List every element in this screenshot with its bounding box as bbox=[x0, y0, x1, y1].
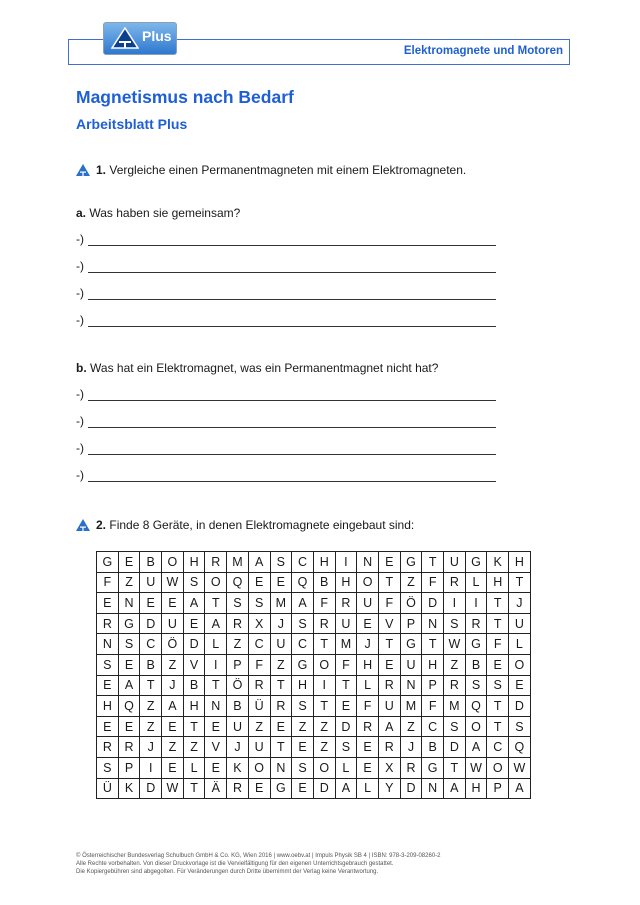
wordsearch-cell[interactable]: C bbox=[292, 634, 314, 655]
wordsearch-cell[interactable]: H bbox=[509, 552, 531, 573]
wordsearch-cell[interactable]: E bbox=[118, 654, 140, 675]
wordsearch-grid bbox=[96, 551, 531, 799]
wordsearch-cell[interactable]: T bbox=[205, 593, 227, 614]
triangle-logo-icon bbox=[111, 27, 139, 49]
wordsearch-cell[interactable]: Z bbox=[270, 654, 292, 675]
wordsearch-cell[interactable]: T bbox=[313, 696, 335, 717]
wordsearch-cell[interactable]: R bbox=[313, 613, 335, 634]
wordsearch-row bbox=[97, 654, 531, 675]
wordsearch-cell[interactable]: U bbox=[248, 737, 270, 758]
wordsearch-cell[interactable]: S bbox=[487, 675, 509, 696]
task-1-number: 1. bbox=[96, 163, 107, 177]
wordsearch-cell[interactable]: R bbox=[205, 552, 227, 573]
wordsearch-cell[interactable]: E bbox=[378, 552, 400, 573]
wordsearch-cell[interactable]: O bbox=[248, 757, 270, 778]
wordsearch-cell[interactable]: Ü bbox=[97, 778, 119, 799]
wordsearch-cell[interactable]: I bbox=[465, 593, 487, 614]
wordsearch-cell[interactable]: S bbox=[227, 593, 249, 614]
wordsearch-row bbox=[97, 696, 531, 717]
question-a-label: a. bbox=[76, 206, 87, 220]
wordsearch-cell[interactable]: V bbox=[378, 613, 400, 634]
wordsearch-cell[interactable]: S bbox=[97, 757, 119, 778]
wordsearch-cell[interactable]: S bbox=[248, 593, 270, 614]
wordsearch-cell[interactable]: D bbox=[140, 778, 162, 799]
wordsearch-cell[interactable]: S bbox=[335, 737, 357, 758]
wordsearch-cell[interactable]: G bbox=[465, 552, 487, 573]
wordsearch-cell[interactable]: E bbox=[248, 572, 270, 593]
wordsearch-cell[interactable]: E bbox=[335, 696, 357, 717]
wordsearch-cell[interactable]: I bbox=[140, 757, 162, 778]
wordsearch-cell[interactable]: E bbox=[162, 716, 184, 737]
wordsearch-cell[interactable]: R bbox=[227, 613, 249, 634]
header-title: Elektromagnete und Motoren bbox=[403, 45, 563, 57]
wordsearch-cell[interactable]: G bbox=[97, 552, 119, 573]
wordsearch-cell[interactable]: L bbox=[357, 675, 379, 696]
wordsearch-cell[interactable]: O bbox=[162, 552, 184, 573]
wordsearch-cell[interactable]: T bbox=[509, 572, 531, 593]
wordsearch-cell[interactable]: K bbox=[487, 552, 509, 573]
wordsearch-cell[interactable]: S bbox=[292, 613, 314, 634]
wordsearch-cell[interactable]: Z bbox=[444, 654, 466, 675]
wordsearch-cell[interactable]: I bbox=[205, 654, 227, 675]
wordsearch-cell[interactable]: T bbox=[487, 716, 509, 737]
wordsearch-cell[interactable]: Y bbox=[378, 778, 400, 799]
wordsearch-cell[interactable]: C bbox=[140, 634, 162, 655]
question-a-text: Was haben sie gemeinsam? bbox=[89, 206, 241, 220]
wordsearch-cell[interactable]: A bbox=[378, 716, 400, 737]
wordsearch-cell[interactable]: T bbox=[183, 716, 205, 737]
wordsearch-cell[interactable]: U bbox=[509, 613, 531, 634]
wordsearch-cell[interactable]: C bbox=[487, 737, 509, 758]
answer-line-b1[interactable] bbox=[76, 387, 496, 403]
task-1-text: Vergleiche einen Permanentmagneten mit einem Elektromagneten. bbox=[109, 163, 467, 177]
wordsearch-cell[interactable]: Z bbox=[227, 634, 249, 655]
answer-bullet: -) bbox=[76, 414, 84, 428]
wordsearch-cell[interactable]: A bbox=[205, 613, 227, 634]
wordsearch-cell[interactable]: B bbox=[140, 552, 162, 573]
wordsearch-cell[interactable]: F bbox=[378, 593, 400, 614]
wordsearch-cell[interactable]: N bbox=[97, 634, 119, 655]
triangle-icon bbox=[76, 164, 90, 176]
wordsearch-cell[interactable]: D bbox=[313, 778, 335, 799]
wordsearch-cell[interactable]: G bbox=[422, 757, 444, 778]
wordsearch-cell[interactable]: F bbox=[487, 634, 509, 655]
wordsearch-cell[interactable]: C bbox=[248, 634, 270, 655]
wordsearch-cell[interactable]: E bbox=[118, 552, 140, 573]
wordsearch-cell[interactable]: R bbox=[248, 675, 270, 696]
answer-line-b3[interactable] bbox=[76, 441, 496, 457]
wordsearch-cell[interactable]: Q bbox=[118, 696, 140, 717]
wordsearch-cell[interactable]: A bbox=[162, 696, 184, 717]
wordsearch-cell[interactable]: Z bbox=[140, 696, 162, 717]
wordsearch-cell[interactable]: F bbox=[97, 572, 119, 593]
wordsearch-cell[interactable]: S bbox=[292, 696, 314, 717]
wordsearch-cell[interactable]: X bbox=[378, 757, 400, 778]
wordsearch-cell[interactable]: Q bbox=[465, 696, 487, 717]
wordsearch-cell[interactable]: O bbox=[313, 654, 335, 675]
wordsearch-cell[interactable]: N bbox=[118, 593, 140, 614]
wordsearch-cell[interactable]: E bbox=[357, 757, 379, 778]
wordsearch-cell[interactable]: D bbox=[400, 778, 422, 799]
wordsearch-cell[interactable]: W bbox=[162, 778, 184, 799]
wordsearch-cell[interactable]: U bbox=[357, 593, 379, 614]
wordsearch-cell[interactable]: E bbox=[205, 757, 227, 778]
wordsearch-cell[interactable]: N bbox=[422, 613, 444, 634]
wordsearch-cell[interactable]: O bbox=[487, 757, 509, 778]
wordsearch-cell[interactable]: J bbox=[227, 737, 249, 758]
wordsearch-cell[interactable]: H bbox=[183, 696, 205, 717]
wordsearch-cell[interactable]: Z bbox=[118, 572, 140, 593]
wordsearch-cell[interactable]: S bbox=[118, 634, 140, 655]
wordsearch-cell[interactable]: P bbox=[227, 654, 249, 675]
answer-line-a2[interactable] bbox=[76, 259, 496, 275]
wordsearch-cell[interactable]: E bbox=[162, 757, 184, 778]
footer bbox=[76, 852, 441, 876]
wordsearch-cell[interactable]: M bbox=[227, 552, 249, 573]
wordsearch-cell[interactable]: T bbox=[444, 757, 466, 778]
wordsearch-cell[interactable]: N bbox=[422, 778, 444, 799]
wordsearch-cell[interactable]: E bbox=[97, 716, 119, 737]
wordsearch-cell[interactable]: T bbox=[378, 572, 400, 593]
wordsearch-cell[interactable]: X bbox=[248, 613, 270, 634]
wordsearch-cell[interactable]: U bbox=[378, 696, 400, 717]
wordsearch-cell[interactable]: M bbox=[335, 634, 357, 655]
wordsearch-cell[interactable]: W bbox=[465, 757, 487, 778]
wordsearch-cell[interactable]: L bbox=[509, 634, 531, 655]
wordsearch-cell[interactable]: P bbox=[400, 613, 422, 634]
wordsearch-cell[interactable]: L bbox=[465, 572, 487, 593]
wordsearch-cell[interactable]: A bbox=[335, 778, 357, 799]
wordsearch-row bbox=[97, 613, 531, 634]
wordsearch-cell[interactable]: L bbox=[335, 757, 357, 778]
wordsearch-cell[interactable]: Z bbox=[248, 716, 270, 737]
wordsearch-cell[interactable]: L bbox=[205, 634, 227, 655]
wordsearch-cell[interactable]: T bbox=[422, 634, 444, 655]
wordsearch-cell[interactable]: S bbox=[270, 552, 292, 573]
wordsearch-cell[interactable]: E bbox=[183, 613, 205, 634]
logo-text: Plus bbox=[142, 28, 172, 44]
wordsearch-cell[interactable]: A bbox=[183, 593, 205, 614]
wordsearch-cell[interactable]: Z bbox=[400, 572, 422, 593]
wordsearch-cell[interactable]: B bbox=[140, 654, 162, 675]
wordsearch-cell[interactable]: N bbox=[400, 675, 422, 696]
wordsearch-cell[interactable]: R bbox=[335, 593, 357, 614]
wordsearch-cell[interactable]: B bbox=[313, 572, 335, 593]
page-subtitle: Arbeitsblatt Plus bbox=[76, 116, 188, 132]
answer-line-b2[interactable] bbox=[76, 414, 496, 430]
wordsearch-cell[interactable]: L bbox=[357, 778, 379, 799]
wordsearch-cell[interactable]: E bbox=[248, 778, 270, 799]
wordsearch-cell[interactable]: E bbox=[487, 654, 509, 675]
wordsearch-cell[interactable]: G bbox=[400, 552, 422, 573]
wordsearch-cell[interactable]: Z bbox=[292, 716, 314, 737]
question-b-label: b. bbox=[76, 361, 87, 375]
wordsearch-cell[interactable]: H bbox=[487, 572, 509, 593]
wordsearch-cell[interactable]: U bbox=[270, 634, 292, 655]
wordsearch-cell[interactable]: Ö bbox=[227, 675, 249, 696]
wordsearch-cell[interactable]: R bbox=[270, 696, 292, 717]
wordsearch-cell[interactable]: O bbox=[465, 716, 487, 737]
wordsearch-cell[interactable]: Z bbox=[400, 716, 422, 737]
wordsearch-cell[interactable]: P bbox=[422, 675, 444, 696]
wordsearch-cell[interactable]: H bbox=[292, 675, 314, 696]
wordsearch-cell[interactable]: S bbox=[292, 757, 314, 778]
wordsearch-cell[interactable]: T bbox=[313, 634, 335, 655]
wordsearch-cell[interactable]: Ä bbox=[205, 778, 227, 799]
wordsearch-cell[interactable]: U bbox=[335, 613, 357, 634]
wordsearch-cell[interactable]: T bbox=[270, 737, 292, 758]
wordsearch-row bbox=[97, 757, 531, 778]
wordsearch-cell[interactable]: D bbox=[335, 716, 357, 737]
wordsearch-cell[interactable]: Ö bbox=[400, 593, 422, 614]
wordsearch-cell[interactable]: T bbox=[205, 675, 227, 696]
wordsearch-cell[interactable]: K bbox=[227, 757, 249, 778]
answer-bullet: -) bbox=[76, 232, 84, 246]
wordsearch-cell[interactable]: C bbox=[292, 552, 314, 573]
wordsearch-cell[interactable]: Q bbox=[292, 572, 314, 593]
plus-logo bbox=[103, 22, 177, 55]
wordsearch-cell[interactable]: W bbox=[509, 757, 531, 778]
wordsearch-row bbox=[97, 634, 531, 655]
wordsearch-cell[interactable]: Q bbox=[227, 572, 249, 593]
footer-line-2: Alle Rechte vorbehalten. Von dieser Druckvorlage ist die Vervielfältigung für den eigenen Unterrichtsgebrauch gestattet. bbox=[76, 861, 394, 867]
task-1 bbox=[76, 163, 466, 177]
wordsearch-cell[interactable]: R bbox=[227, 778, 249, 799]
wordsearch-cell[interactable]: Z bbox=[162, 654, 184, 675]
wordsearch-cell[interactable]: F bbox=[422, 696, 444, 717]
wordsearch-cell[interactable]: U bbox=[140, 572, 162, 593]
wordsearch-cell[interactable]: F bbox=[357, 696, 379, 717]
wordsearch-cell[interactable]: H bbox=[422, 654, 444, 675]
wordsearch-cell[interactable]: S bbox=[444, 613, 466, 634]
wordsearch-cell[interactable]: K bbox=[118, 778, 140, 799]
wordsearch-cell[interactable]: E bbox=[140, 593, 162, 614]
wordsearch-cell[interactable]: R bbox=[97, 613, 119, 634]
wordsearch-cell[interactable]: R bbox=[444, 572, 466, 593]
wordsearch-cell[interactable]: I bbox=[313, 675, 335, 696]
wordsearch-cell[interactable]: T bbox=[487, 696, 509, 717]
wordsearch-cell[interactable]: N bbox=[270, 757, 292, 778]
wordsearch-cell[interactable]: T bbox=[183, 778, 205, 799]
triangle-icon bbox=[76, 519, 90, 531]
wordsearch-cell[interactable]: R bbox=[118, 737, 140, 758]
footer-line-3: Die Kopiergebühren sind abgegolten. Für Veränderungen durch Dritte übernimmt der Verlag keine Verantwortung. bbox=[76, 869, 379, 875]
wordsearch-cell[interactable]: D bbox=[422, 593, 444, 614]
wordsearch-cell[interactable]: E bbox=[378, 654, 400, 675]
wordsearch-cell[interactable]: E bbox=[97, 675, 119, 696]
wordsearch-cell[interactable]: F bbox=[313, 593, 335, 614]
answer-bullet: -) bbox=[76, 286, 84, 300]
wordsearch-cell[interactable]: H bbox=[183, 552, 205, 573]
wordsearch-cell[interactable]: G bbox=[118, 613, 140, 634]
wordsearch-cell[interactable]: E bbox=[270, 716, 292, 737]
answer-line-a4[interactable] bbox=[76, 313, 496, 329]
wordsearch-cell[interactable]: T bbox=[487, 593, 509, 614]
wordsearch-cell[interactable]: R bbox=[97, 737, 119, 758]
wordsearch-cell[interactable]: D bbox=[444, 737, 466, 758]
wordsearch-cell[interactable]: I bbox=[335, 552, 357, 573]
wordsearch-cell[interactable]: S bbox=[509, 716, 531, 737]
wordsearch-cell[interactable]: A bbox=[444, 778, 466, 799]
wordsearch-cell[interactable]: A bbox=[509, 778, 531, 799]
wordsearch-cell[interactable]: E bbox=[97, 593, 119, 614]
wordsearch-cell[interactable]: A bbox=[248, 552, 270, 573]
wordsearch-cell[interactable]: N bbox=[357, 552, 379, 573]
wordsearch-cell[interactable]: F bbox=[422, 572, 444, 593]
wordsearch-cell[interactable]: G bbox=[292, 654, 314, 675]
wordsearch-row bbox=[97, 572, 531, 593]
task-2 bbox=[76, 518, 414, 532]
wordsearch-cell[interactable]: R bbox=[378, 675, 400, 696]
wordsearch-cell[interactable]: A bbox=[465, 737, 487, 758]
wordsearch-cell[interactable]: B bbox=[465, 654, 487, 675]
answer-bullet: -) bbox=[76, 468, 84, 482]
wordsearch-cell[interactable]: E bbox=[292, 778, 314, 799]
wordsearch-cell[interactable]: U bbox=[444, 552, 466, 573]
wordsearch-cell[interactable]: M bbox=[400, 696, 422, 717]
wordsearch-cell[interactable]: S bbox=[465, 675, 487, 696]
wordsearch-cell[interactable]: P bbox=[118, 757, 140, 778]
wordsearch-cell[interactable]: O bbox=[313, 757, 335, 778]
task-2-number: 2. bbox=[96, 518, 107, 532]
wordsearch-cell[interactable]: G bbox=[270, 778, 292, 799]
wordsearch-cell[interactable]: R bbox=[444, 675, 466, 696]
wordsearch-cell[interactable]: R bbox=[465, 613, 487, 634]
question-a bbox=[76, 206, 240, 220]
wordsearch-cell[interactable]: Z bbox=[162, 737, 184, 758]
answer-bullet: -) bbox=[76, 387, 84, 401]
answer-line-b4[interactable] bbox=[76, 468, 496, 484]
wordsearch-cell[interactable]: Z bbox=[140, 716, 162, 737]
wordsearch-cell[interactable]: T bbox=[140, 675, 162, 696]
wordsearch-cell[interactable]: D bbox=[140, 613, 162, 634]
wordsearch-cell[interactable]: H bbox=[97, 696, 119, 717]
wordsearch-cell[interactable]: U bbox=[400, 654, 422, 675]
wordsearch-row bbox=[97, 593, 531, 614]
wordsearch-cell[interactable]: I bbox=[444, 593, 466, 614]
wordsearch-cell[interactable]: W bbox=[444, 634, 466, 655]
wordsearch-cell[interactable]: H bbox=[335, 572, 357, 593]
wordsearch-cell[interactable]: U bbox=[227, 716, 249, 737]
wordsearch-cell[interactable]: E bbox=[357, 737, 379, 758]
wordsearch-cell[interactable]: D bbox=[183, 634, 205, 655]
wordsearch-cell[interactable]: E bbox=[292, 737, 314, 758]
wordsearch-cell[interactable]: F bbox=[248, 654, 270, 675]
wordsearch-cell[interactable]: L bbox=[183, 757, 205, 778]
wordsearch-row bbox=[97, 737, 531, 758]
wordsearch-cell[interactable]: C bbox=[422, 716, 444, 737]
wordsearch-cell[interactable]: H bbox=[357, 654, 379, 675]
wordsearch-cell[interactable]: R bbox=[400, 757, 422, 778]
wordsearch-cell[interactable]: E bbox=[162, 593, 184, 614]
question-b bbox=[76, 361, 438, 375]
wordsearch-cell[interactable]: T bbox=[378, 634, 400, 655]
wordsearch-cell[interactable]: R bbox=[357, 716, 379, 737]
wordsearch-cell[interactable]: J bbox=[162, 675, 184, 696]
wordsearch-row bbox=[97, 552, 531, 573]
wordsearch-cell[interactable]: M bbox=[270, 593, 292, 614]
wordsearch-cell[interactable]: P bbox=[487, 778, 509, 799]
wordsearch-cell[interactable]: Q bbox=[509, 737, 531, 758]
wordsearch-cell[interactable]: M bbox=[444, 696, 466, 717]
wordsearch-cell[interactable]: E bbox=[205, 716, 227, 737]
wordsearch-cell[interactable]: E bbox=[509, 675, 531, 696]
wordsearch-cell[interactable]: E bbox=[270, 572, 292, 593]
wordsearch-row bbox=[97, 716, 531, 737]
wordsearch-cell[interactable]: T bbox=[487, 613, 509, 634]
wordsearch-cell[interactable]: B bbox=[422, 737, 444, 758]
answer-bullet: -) bbox=[76, 259, 84, 273]
answer-bullet: -) bbox=[76, 441, 84, 455]
wordsearch-cell[interactable]: V bbox=[183, 654, 205, 675]
wordsearch-cell[interactable]: Z bbox=[183, 737, 205, 758]
wordsearch-cell[interactable]: S bbox=[97, 654, 119, 675]
wordsearch-cell[interactable]: T bbox=[422, 552, 444, 573]
wordsearch-cell[interactable]: R bbox=[378, 737, 400, 758]
wordsearch-cell[interactable]: G bbox=[400, 634, 422, 655]
wordsearch-cell[interactable]: J bbox=[357, 634, 379, 655]
page-title: Magnetismus nach Bedarf bbox=[76, 87, 294, 107]
wordsearch-cell[interactable]: E bbox=[357, 613, 379, 634]
wordsearch-cell[interactable]: F bbox=[335, 654, 357, 675]
footer-line-1: © Österreichischer Bundesverlag Schulbuch GmbH & Co. KG, Wien 2016 | www.oebv.at | Impuls Physik SB 4 | ISBN: 978-3-209-08260-2 bbox=[76, 853, 441, 859]
wordsearch-cell[interactable]: D bbox=[509, 696, 531, 717]
wordsearch-cell[interactable]: O bbox=[509, 654, 531, 675]
wordsearch-cell[interactable]: H bbox=[313, 552, 335, 573]
wordsearch-cell[interactable]: N bbox=[205, 696, 227, 717]
wordsearch-row bbox=[97, 778, 531, 799]
wordsearch-cell[interactable]: U bbox=[162, 613, 184, 634]
wordsearch-cell[interactable]: H bbox=[465, 778, 487, 799]
wordsearch-cell[interactable]: T bbox=[335, 675, 357, 696]
wordsearch-cell[interactable]: S bbox=[444, 716, 466, 737]
wordsearch-cell[interactable]: Z bbox=[313, 716, 335, 737]
wordsearch-cell[interactable]: O bbox=[357, 572, 379, 593]
wordsearch-cell[interactable]: S bbox=[183, 572, 205, 593]
wordsearch-cell[interactable]: J bbox=[270, 613, 292, 634]
wordsearch-cell[interactable]: O bbox=[205, 572, 227, 593]
wordsearch-cell[interactable]: E bbox=[118, 716, 140, 737]
answer-line-a1[interactable] bbox=[76, 232, 496, 248]
wordsearch-cell[interactable]: W bbox=[162, 572, 184, 593]
answer-bullet: -) bbox=[76, 313, 84, 327]
wordsearch-cell[interactable]: T bbox=[270, 675, 292, 696]
question-b-text: Was hat ein Elektromagnet, was ein Permanentmagnet nicht hat? bbox=[90, 361, 439, 375]
wordsearch-cell[interactable]: J bbox=[400, 737, 422, 758]
wordsearch-row bbox=[97, 675, 531, 696]
wordsearch-cell[interactable]: Z bbox=[313, 737, 335, 758]
wordsearch-cell[interactable]: A bbox=[292, 593, 314, 614]
wordsearch-cell[interactable]: Ü bbox=[248, 696, 270, 717]
wordsearch-cell[interactable]: J bbox=[509, 593, 531, 614]
wordsearch-cell[interactable]: A bbox=[118, 675, 140, 696]
wordsearch-cell[interactable]: B bbox=[227, 696, 249, 717]
wordsearch-cell[interactable]: G bbox=[465, 634, 487, 655]
wordsearch-cell[interactable]: V bbox=[205, 737, 227, 758]
task-2-text: Finde 8 Geräte, in denen Elektromagnete eingebaut sind: bbox=[109, 518, 415, 532]
wordsearch-cell[interactable]: B bbox=[183, 675, 205, 696]
wordsearch-cell[interactable]: Ö bbox=[162, 634, 184, 655]
answer-line-a3[interactable] bbox=[76, 286, 496, 302]
wordsearch-cell[interactable]: J bbox=[140, 737, 162, 758]
